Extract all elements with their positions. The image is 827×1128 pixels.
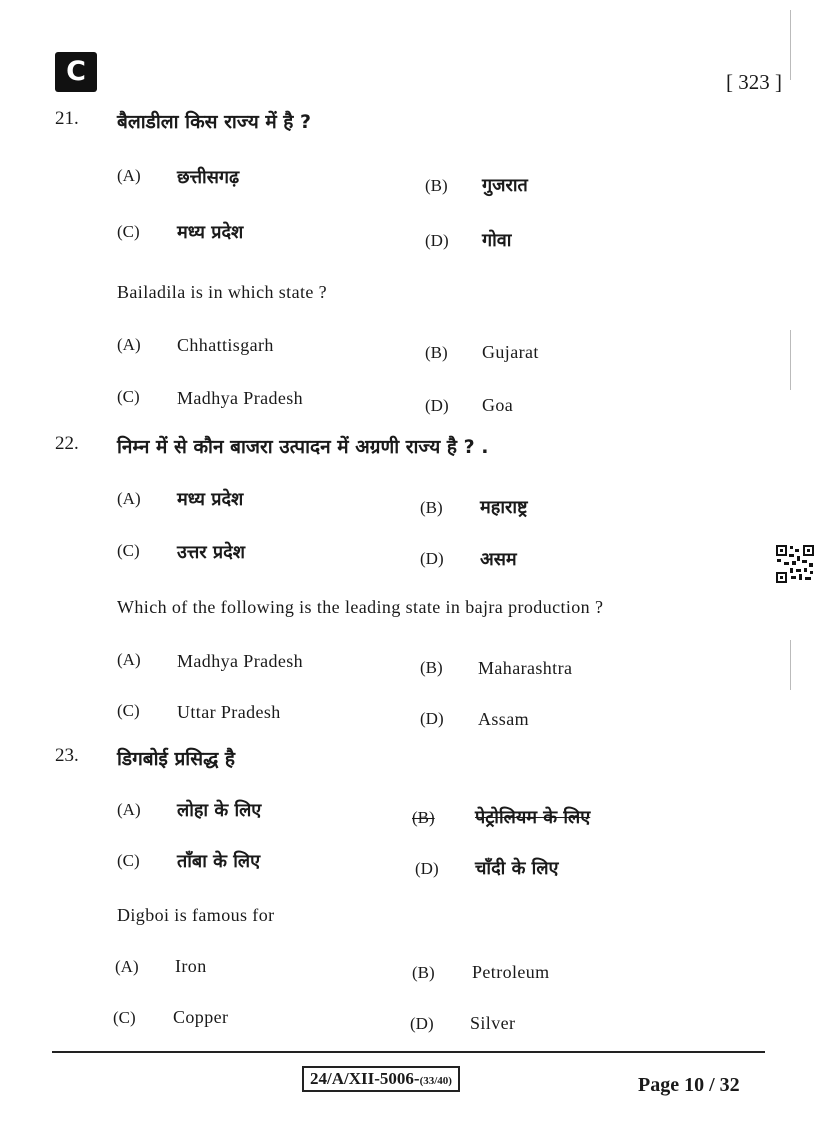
q21-hi-option-b: गुजरात [482, 175, 528, 196]
q23-hi-option-c-letter: (C) [117, 851, 140, 870]
q21-hi-option-c-letter: (C) [117, 222, 140, 241]
question-22-text-hindi: निम्न में से कौन बाजरा उत्पादन में अग्रणी राज्य है ? . [117, 436, 489, 458]
question-22-text-english: Which of the following is the leading state in bajra production ? [117, 597, 604, 617]
q22-en-option-a: Madhya Pradesh [177, 651, 304, 671]
q21-en-option-c: Madhya Pradesh [177, 388, 304, 408]
q23-en-option-d-letter: (D) [410, 1014, 434, 1033]
q22-hi-option-d-letter: (D) [420, 549, 444, 568]
q22-en-option-b-letter: (B) [420, 658, 443, 677]
scan-edge-mark [790, 640, 791, 690]
paper-code-main: 24/A/XII-5006- [310, 1069, 420, 1088]
q22-en-option-b: Maharashtra [478, 658, 573, 678]
question-22-number: 22. [55, 433, 79, 454]
question-21-number: 21. [55, 108, 79, 129]
q23-en-option-d: Silver [470, 1013, 516, 1033]
scan-edge-mark [790, 10, 791, 80]
footer-page-number: Page 10 / 32 [638, 1074, 740, 1096]
section-badge: C [55, 52, 97, 92]
q23-hi-option-d-letter: (D) [415, 859, 439, 878]
question-23-text-hindi: डिगबोई प्रसिद्ध है [117, 748, 235, 770]
q23-en-option-b: Petroleum [472, 962, 550, 982]
question-21-text-hindi: बैलाडीला किस राज्य में है ? [117, 111, 312, 133]
q22-hi-option-d: असम [480, 549, 517, 570]
paper-code [302, 1066, 460, 1092]
q21-hi-option-d: गोवा [482, 230, 512, 251]
q21-en-option-c-letter: (C) [117, 387, 140, 406]
q22-hi-option-c-letter: (C) [117, 541, 140, 560]
q23-en-option-c-letter: (C) [113, 1008, 136, 1027]
q23-en-option-b-letter: (B) [412, 963, 435, 982]
q22-en-option-d: Assam [478, 709, 529, 729]
q22-hi-option-a-letter: (A) [117, 489, 141, 508]
q23-hi-option-a-letter: (A) [117, 800, 141, 819]
q22-hi-option-b-letter: (B) [420, 498, 443, 517]
q23-hi-option-d: चाँदी के लिए [475, 858, 559, 879]
q22-en-option-c: Uttar Pradesh [177, 702, 281, 722]
question-23-number: 23. [55, 745, 79, 766]
q23-hi-option-b-letter: (B) [412, 808, 435, 827]
q21-hi-option-c: मध्य प्रदेश [177, 222, 244, 243]
q22-en-option-c-letter: (C) [117, 701, 140, 720]
q22-hi-option-a: मध्य प्रदेश [177, 489, 244, 510]
q21-hi-option-a: छत्तीसगढ़ [177, 167, 240, 188]
q21-en-option-d-letter: (D) [425, 396, 449, 415]
q21-hi-option-a-letter: (A) [117, 166, 141, 185]
qr-code-icon [775, 544, 815, 584]
q22-en-option-d-letter: (D) [420, 709, 444, 728]
q23-en-option-a-letter: (A) [115, 957, 139, 976]
q22-hi-option-b: महाराष्ट्र [480, 497, 528, 518]
page-number: [ 323 ] [726, 70, 782, 94]
q23-hi-option-c: ताँबा के लिए [177, 851, 261, 872]
q21-en-option-d: Goa [482, 395, 514, 415]
q21-en-option-a-letter: (A) [117, 335, 141, 354]
q21-en-option-b: Gujarat [482, 342, 539, 362]
q22-en-option-a-letter: (A) [117, 650, 141, 669]
q23-en-option-c: Copper [173, 1007, 229, 1027]
q23-en-option-a: Iron [175, 956, 207, 976]
q23-hi-option-a: लोहा के लिए [177, 800, 262, 821]
paper-code-sub: (33/40) [419, 1075, 452, 1087]
q22-hi-option-c: उत्तर प्रदेश [177, 542, 245, 563]
question-23-text-english: Digboi is famous for [117, 905, 275, 925]
q23-hi-option-b: पेट्रोलियम के लिए [475, 807, 591, 828]
q21-hi-option-d-letter: (D) [425, 231, 449, 250]
q21-hi-option-b-letter: (B) [425, 176, 448, 195]
q21-en-option-b-letter: (B) [425, 343, 448, 362]
q21-en-option-a: Chhattisgarh [177, 335, 274, 355]
question-21-text-english: Bailadila is in which state ? [117, 282, 328, 302]
footer-divider [52, 1051, 765, 1053]
scan-edge-mark [790, 330, 791, 390]
